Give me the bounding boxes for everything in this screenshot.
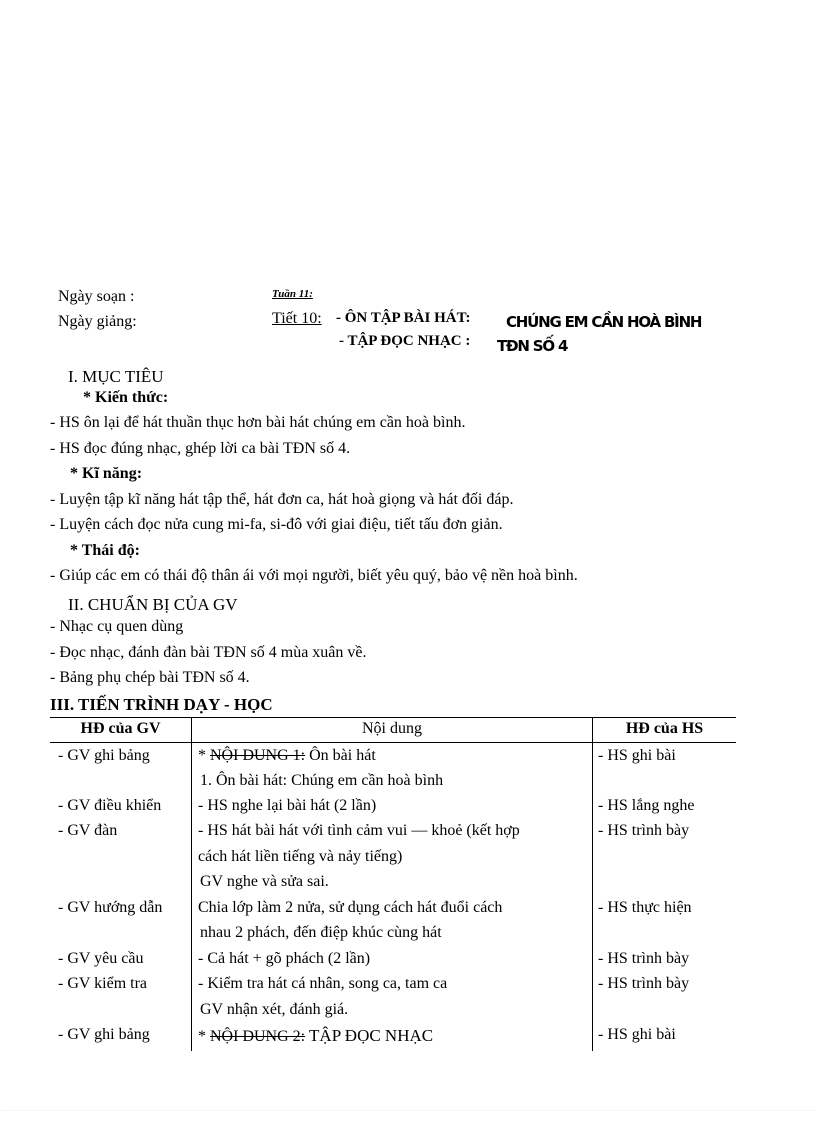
table-cell-gv: - GV kiểm tra xyxy=(58,975,148,992)
table-cell-noi-dung: cách hát liền tiếng và nảy tiếng) xyxy=(198,848,403,865)
table-col-divider-1 xyxy=(191,717,192,1051)
table-cell-hs: - HS ghi bài xyxy=(598,1026,676,1043)
kien-thuc-item-2: - HS đọc đúng nhạc, ghép lời ca bài TĐN số 4. xyxy=(50,440,351,457)
noi-dung-2-text: TẬP ĐỌC NHẠC xyxy=(305,1026,434,1045)
table-cell-gv: - GV ghi bảng xyxy=(58,747,150,764)
table-header-gv: HĐ của GV xyxy=(80,720,161,737)
table-header-border xyxy=(50,742,736,743)
lesson-line2-title: TĐN SỐ 4 xyxy=(497,337,568,355)
table-cell-gv: - GV yêu cầu xyxy=(58,950,144,967)
lesson-line1-prefix: - ÔN TẬP BÀI HÁT: xyxy=(336,310,471,326)
section-chuan-bi: II. CHUẨN BỊ CỦA GV xyxy=(68,595,238,614)
lesson-line1-title: CHÚNG EM CẦN HOÀ BÌNH xyxy=(506,313,702,331)
table-cell-noi-dung: 1. Ôn bài hát: Chúng em cần hoà bình xyxy=(200,772,444,789)
table-cell-gv: - GV đàn xyxy=(58,822,118,839)
table-cell-noi-dung: nhau 2 phách, đến điệp khúc cùng hát xyxy=(200,924,442,941)
chuan-bi-item-3: - Bảng phụ chép bài TĐN số 4. xyxy=(50,669,250,686)
table-cell-noi-dung: Chia lớp làm 2 nửa, sử dụng cách hát đuổi cách xyxy=(198,899,503,916)
table-cell-noi-dung xyxy=(198,747,376,765)
ki-nang-item-2: - Luyện cách đọc nửa cung mi-fa, si-đô với giai điệu, tiết tấu đơn giản. xyxy=(50,516,503,533)
section-tien-trinh: III. TIẾN TRÌNH DẠY - HỌC xyxy=(50,695,273,714)
kien-thuc-item-1: - HS ôn lại để hát thuần thục hơn bài hát chúng em cần hoà bình. xyxy=(50,414,466,431)
lesson-line2-prefix: - TẬP ĐỌC NHẠC : xyxy=(339,333,471,349)
chuan-bi-item-2: - Đọc nhạc, đánh đàn bài TĐN số 4 mùa xuân về. xyxy=(50,644,367,661)
table-cell-noi-dung xyxy=(198,1026,433,1046)
bullet: * xyxy=(198,747,210,764)
table-cell-gv: - GV điều khiển xyxy=(58,797,162,814)
table-cell-noi-dung: GV nghe và sửa sai. xyxy=(200,873,329,890)
table-cell-noi-dung: - Cả hát + gõ phách (2 lần) xyxy=(198,950,371,967)
table-cell-noi-dung: - HS hát bài hát với tình cảm vui — khoẻ (kết hợp xyxy=(198,822,520,839)
noi-dung-1-label: NỘI DUNG 1: xyxy=(210,747,306,764)
table-top-border xyxy=(50,717,736,718)
section-muc-tieu: I. MỤC TIÊU xyxy=(68,367,164,386)
noi-dung-2-label: NỘI DUNG 2: xyxy=(210,1028,306,1045)
table-header-noi-dung: Nội dung xyxy=(362,720,422,737)
week-label: Tuần 11: xyxy=(272,288,313,300)
page-footer-rule xyxy=(0,1110,816,1111)
heading-kien-thuc: * Kiến thức: xyxy=(83,389,169,406)
table-cell-noi-dung: GV nhận xét, đánh giá. xyxy=(200,1001,349,1018)
ngay-soan-label: Ngày soạn : xyxy=(58,288,135,305)
table-cell-noi-dung: - Kiểm tra hát cá nhân, song ca, tam ca xyxy=(198,975,448,992)
table-cell-hs: - HS lắng nghe xyxy=(598,797,695,814)
chuan-bi-item-1: - Nhạc cụ quen dùng xyxy=(50,618,184,635)
table-cell-gv: - GV ghi bảng xyxy=(58,1026,150,1043)
table-cell-hs: - HS trình bày xyxy=(598,975,690,992)
table-header-hs: HĐ của HS xyxy=(625,720,704,737)
table-cell-noi-dung: - HS nghe lại bài hát (2 lần) xyxy=(198,797,377,814)
heading-thai-do: * Thái độ: xyxy=(70,542,140,559)
ki-nang-item-1: - Luyện tập kĩ năng hát tập thể, hát đơn ca, hát hoà giọng và hát đối đáp. xyxy=(50,491,514,508)
table-cell-gv: - GV hướng dẫn xyxy=(58,899,163,916)
table-cell-hs: - HS trình bày xyxy=(598,822,690,839)
ngay-giang-label: Ngày giảng: xyxy=(58,313,137,330)
table-cell-hs: - HS thực hiện xyxy=(598,899,692,916)
thai-do-item-1: - Giúp các em có thái độ thân ái với mọi người, biết yêu quý, bảo vệ nền hoà bình. xyxy=(50,567,578,584)
heading-ki-nang: * Kĩ năng: xyxy=(70,465,143,482)
lesson-number: Tiết 10: xyxy=(272,310,322,327)
table-cell-hs: - HS trình bày xyxy=(598,950,690,967)
table-cell-hs: - HS ghi bài xyxy=(598,747,676,764)
noi-dung-1-text: Ôn bài hát xyxy=(305,747,376,764)
bullet: * xyxy=(198,1028,210,1045)
table-col-divider-2 xyxy=(592,717,593,1051)
